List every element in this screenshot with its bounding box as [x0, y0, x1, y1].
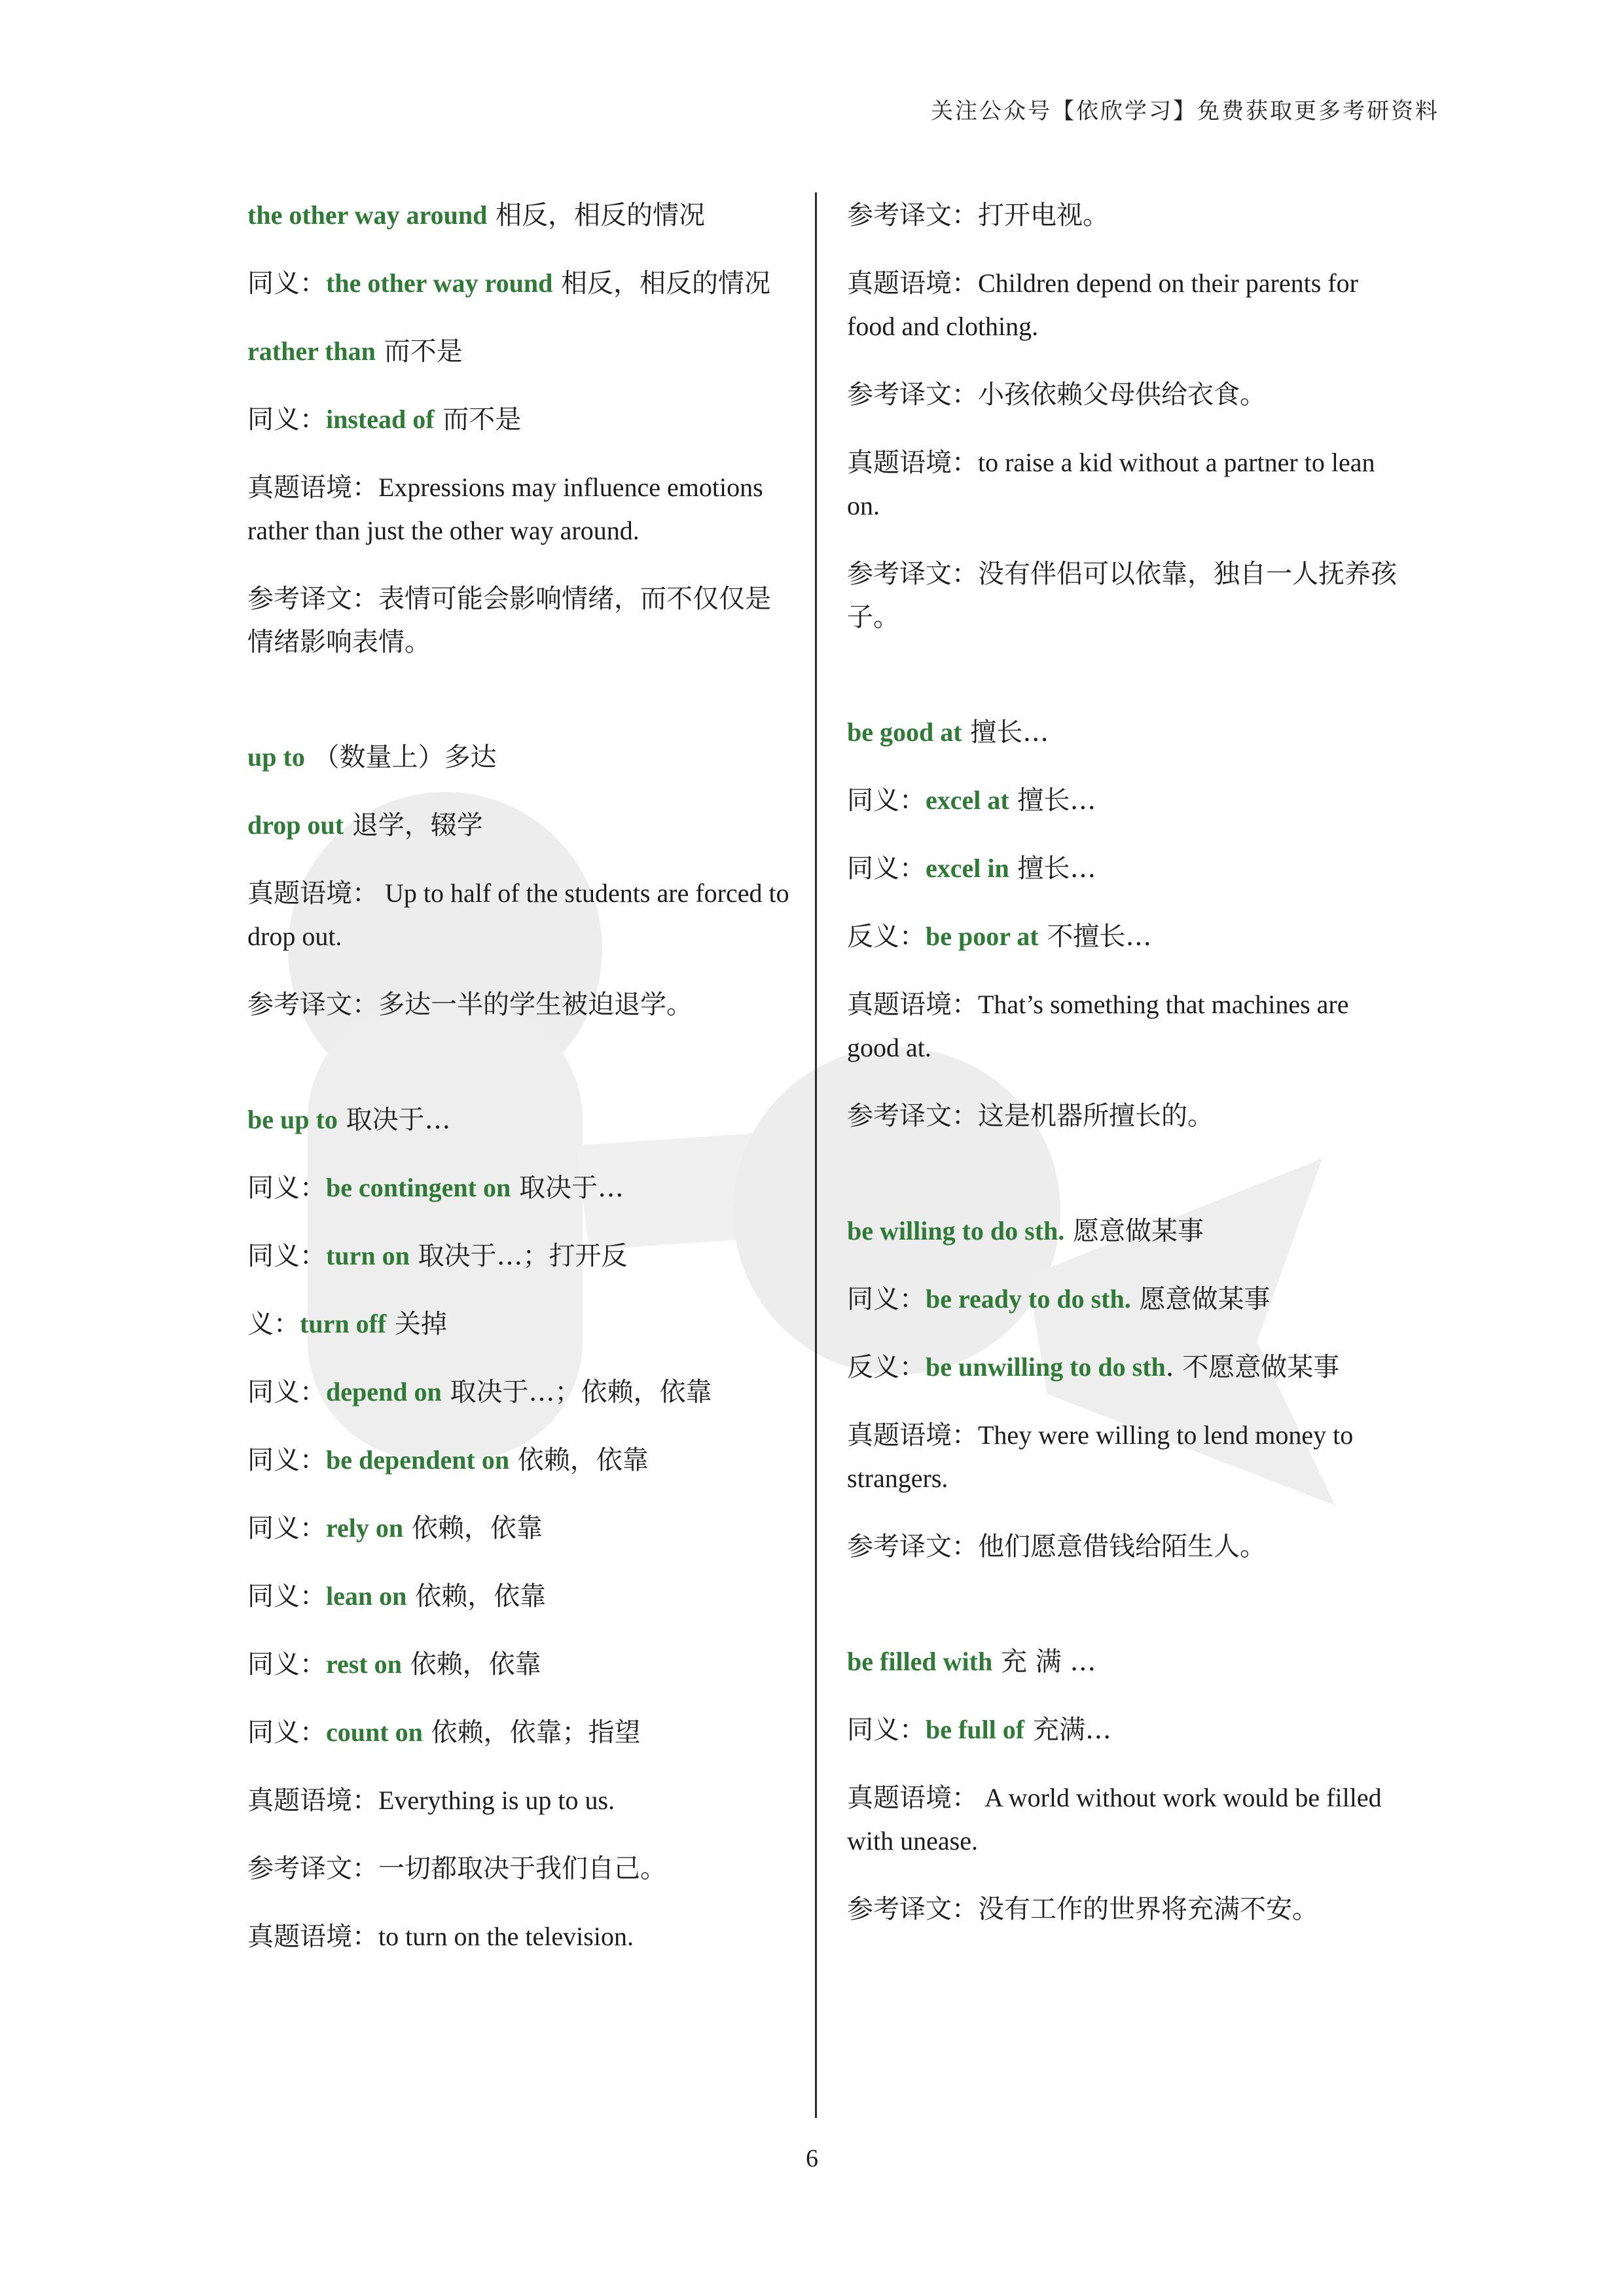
phrase-meaning: 愿意做某事 [1064, 1216, 1204, 1246]
page-header: 关注公众号【依欣学习】免费获取更多考研资料 [931, 98, 1439, 124]
right-column [847, 194, 1403, 1956]
antonym-line [847, 1346, 1403, 1389]
translation-line [247, 983, 791, 1026]
antonym-line [847, 915, 1403, 958]
phrase-meaning: 取决于…；依赖，依靠 [441, 1377, 712, 1407]
line-prefix: 真题语境： [847, 990, 978, 1020]
line-prefix: 同义： [847, 853, 926, 884]
line-prefix: 同义： [247, 404, 326, 435]
phrase-term: up to [247, 742, 305, 772]
line-prefix: 真题语境： [847, 268, 978, 298]
phrase-meaning: 相反，相反的情况 [487, 200, 706, 230]
phrase-meaning: 取决于… [511, 1173, 624, 1203]
translation-text: 小孩依赖父母供给衣食。 [978, 380, 1266, 410]
phrase-term: be willing to do sth. [847, 1216, 1065, 1246]
phrase-term: be ready to do sth. [926, 1284, 1131, 1314]
phrase-meaning: 而不是 [434, 404, 522, 435]
synonym-line [247, 1507, 791, 1550]
entry-phrase [247, 1098, 791, 1141]
phrase-term: turn on [326, 1241, 410, 1270]
line-prefix: 同义： [247, 1649, 326, 1679]
context-example [847, 1776, 1403, 1863]
entry-phrase [247, 330, 791, 373]
phrase-term: be poor at [926, 922, 1039, 951]
phrase-meaning: 擅长… [1009, 785, 1096, 816]
phrase-term: excel at [926, 785, 1009, 815]
antonym-line [247, 1302, 791, 1346]
entry-phrase [247, 804, 791, 847]
translation-line [247, 1847, 791, 1890]
line-prefix: 同义： [247, 268, 326, 298]
phrase-meaning: 依赖，依靠 [401, 1649, 541, 1679]
line-prefix: 参考译文： [247, 584, 378, 614]
line-prefix: 同义： [247, 1581, 326, 1611]
phrase-meaning: 取决于… [337, 1105, 451, 1135]
phrase-meaning: 退学，辍学 [344, 810, 483, 840]
phrase-term: be up to [247, 1105, 338, 1134]
translation-line [247, 577, 791, 664]
example-sentence: to turn on the television. [378, 1922, 634, 1951]
context-example [247, 466, 791, 552]
line-prefix: 参考译文： [847, 200, 978, 230]
entry-phrase [847, 1640, 1403, 1683]
phrase-meaning: 依赖，依靠；指望 [422, 1717, 641, 1748]
phrase-term: rely on [326, 1513, 404, 1543]
phrase-term: excel in [926, 853, 1009, 883]
translation-text: 打开电视。 [978, 200, 1109, 230]
synonym-line [247, 1643, 791, 1686]
context-example [247, 1915, 791, 1958]
phrase-term: rather than [247, 336, 376, 366]
line-prefix: 参考译文： [247, 1854, 378, 1884]
synonym-line [847, 847, 1403, 890]
phrase-meaning: 依赖，依靠 [509, 1445, 649, 1475]
entry-phrase [247, 736, 791, 779]
line-prefix: 义： [247, 1309, 300, 1339]
context-example [247, 1779, 791, 1822]
line-prefix: 真题语境： [247, 1785, 378, 1816]
line-prefix: 真题语境： [847, 448, 978, 478]
entry-phrase [847, 711, 1403, 754]
phrase-meaning: 依赖，依靠 [403, 1513, 543, 1543]
example-sentence: Children depend on their parents for food and clothing. [847, 268, 1358, 341]
entry-phrase [247, 194, 791, 237]
line-prefix: 反义： [847, 1352, 926, 1382]
phrase-meaning: 依赖，依靠 [406, 1581, 547, 1611]
context-example [847, 983, 1403, 1069]
phrase-term: turn off [300, 1309, 387, 1338]
line-prefix: 同义： [847, 1284, 926, 1314]
line-prefix: 参考译文： [847, 1532, 978, 1562]
synonym-line [247, 1711, 791, 1754]
line-prefix: 反义： [847, 922, 926, 952]
phrase-term: instead of [326, 404, 435, 434]
line-prefix: 真题语境： [247, 473, 378, 503]
synonym-line [847, 779, 1403, 822]
line-prefix: 同义： [247, 1173, 326, 1203]
line-prefix: 同义： [247, 1717, 326, 1748]
entry-phrase [847, 1210, 1403, 1253]
line-prefix: 参考译文： [847, 1101, 978, 1131]
line-prefix: 真题语境： [247, 1922, 378, 1952]
synonym-line [247, 398, 791, 441]
example-sentence: to raise a kid without a partner to lean on. [847, 448, 1375, 520]
synonym-line [247, 1234, 791, 1278]
translation-text: 没有工作的世界将充满不安。 [978, 1894, 1318, 1924]
synonym-line [247, 1575, 791, 1618]
line-prefix: 真题语境： [847, 1783, 978, 1813]
phrase-term: rest on [326, 1649, 402, 1679]
line-prefix: 同义： [847, 1715, 926, 1745]
translation-text: 一切都取决于我们自己。 [378, 1854, 666, 1884]
phrase-term: drop out [247, 810, 344, 840]
synonym-line [247, 1439, 791, 1482]
phrase-meaning: 充满… [1024, 1715, 1111, 1745]
synonym-line [247, 1371, 791, 1414]
synonym-line [247, 1166, 791, 1210]
phrase-term: be filled with [847, 1647, 993, 1676]
example-sentence: They were willing to lend money to strangers. [847, 1420, 1354, 1493]
phrase-meaning: . 不愿意做某事 [1165, 1352, 1340, 1382]
phrase-term: be unwilling to do sth [926, 1352, 1166, 1382]
translation-text: 他们愿意借钱给陌生人。 [978, 1532, 1266, 1562]
line-prefix: 参考译文： [247, 990, 378, 1020]
example-sentence: Everything is up to us. [378, 1785, 615, 1815]
phrase-meaning: 关掉 [386, 1309, 447, 1339]
example-sentence: A world without work would be filled with unease. [847, 1783, 1382, 1856]
phrase-term: the other way around [247, 200, 488, 230]
translation-line [847, 373, 1403, 416]
translation-text: 表情可能会影响情绪，而不仅仅是情绪影响表情。 [247, 584, 771, 657]
line-prefix: 同义： [247, 1377, 326, 1407]
line-prefix: 参考译文： [847, 380, 978, 410]
translation-text: 没有伴侣可以依靠，独自一人抚养孩子。 [847, 559, 1397, 632]
line-prefix: 同义： [847, 785, 926, 816]
phrase-term: depend on [326, 1377, 442, 1407]
synonym-line [847, 1278, 1403, 1321]
phrase-meaning: 愿意做某事 [1130, 1284, 1271, 1314]
synonym-line [847, 1708, 1403, 1751]
translation-line [847, 552, 1403, 639]
phrase-term: the other way round [326, 268, 553, 298]
translation-text: 这是机器所擅长的。 [978, 1101, 1214, 1131]
context-example [847, 262, 1403, 348]
phrase-meaning: 擅长… [962, 717, 1049, 747]
line-prefix: 同义： [247, 1513, 326, 1543]
phrase-meaning: 擅长… [1009, 853, 1096, 884]
translation-line [847, 194, 1403, 237]
phrase-meaning: 而不是 [375, 336, 463, 367]
page-number: 6 [806, 2145, 818, 2172]
translation-line [847, 1525, 1403, 1568]
phrase-term: be full of [926, 1715, 1025, 1744]
phrase-meaning: （数量上）多达 [304, 742, 497, 772]
phrase-meaning: 不擅长… [1038, 922, 1152, 952]
phrase-meaning: 相反，相反的情况 [552, 268, 771, 298]
phrase-term: be contingent on [326, 1173, 511, 1202]
line-prefix: 参考译文： [847, 559, 978, 589]
line-prefix: 同义： [247, 1241, 326, 1271]
example-sentence: That’s something that machines are good at. [847, 990, 1349, 1062]
phrase-meaning: 取决于…；打开反 [409, 1241, 628, 1271]
translation-line [847, 1888, 1403, 1931]
context-example [847, 1414, 1403, 1500]
example-sentence: Expressions may influence emotions rather than just the other way around. [247, 473, 763, 545]
translation-line [847, 1094, 1403, 1138]
column-divider [815, 192, 817, 2118]
phrase-term: be dependent on [326, 1445, 510, 1475]
phrase-term: count on [326, 1717, 423, 1747]
example-sentence: Up to half of the students are forced to drop out. [247, 878, 789, 951]
line-prefix: 真题语境： [847, 1420, 978, 1450]
line-prefix: 真题语境： [247, 878, 378, 908]
synonym-line [247, 262, 791, 305]
phrase-term: be good at [847, 717, 962, 747]
line-prefix: 同义： [247, 1445, 326, 1475]
phrase-meaning: 充 满 … [992, 1647, 1096, 1677]
context-example [847, 441, 1403, 528]
line-prefix: 参考译文： [847, 1894, 978, 1924]
phrase-term: lean on [326, 1581, 407, 1611]
left-column [247, 194, 791, 1983]
translation-text: 多达一半的学生被迫退学。 [378, 990, 693, 1020]
context-example [247, 872, 791, 958]
